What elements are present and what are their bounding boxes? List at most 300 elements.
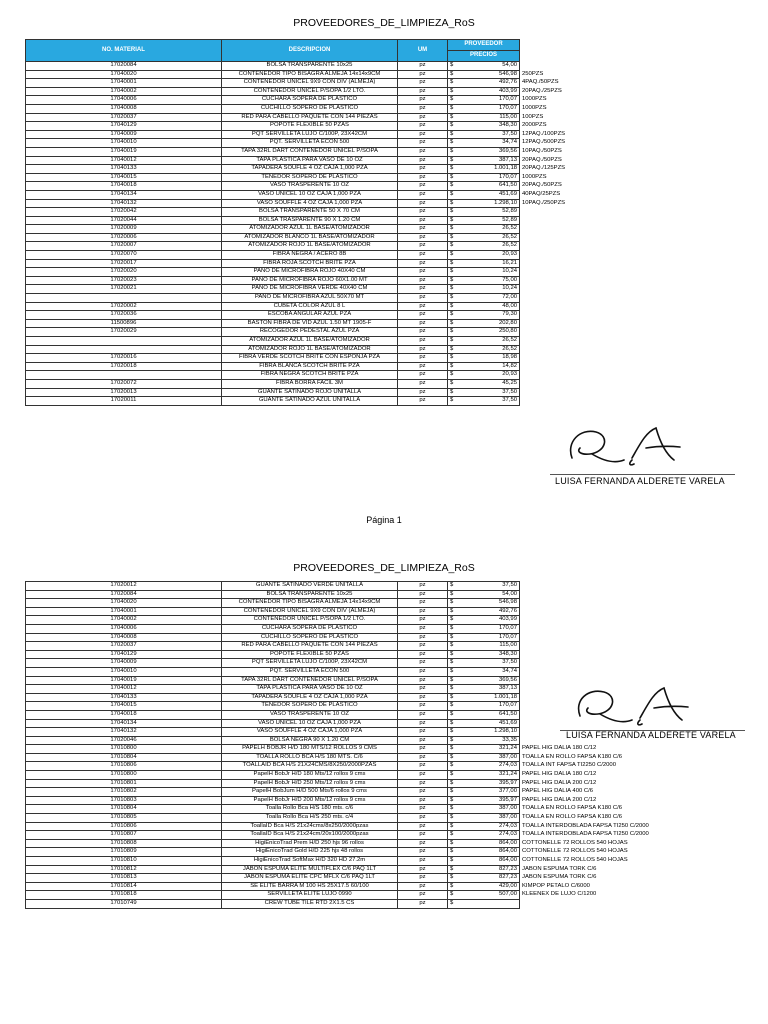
price-cell: 202,80 xyxy=(464,319,520,328)
price-cell: 827,23 xyxy=(464,874,520,883)
price-cell: 387,00 xyxy=(464,805,520,814)
price-cell: 26,52 xyxy=(464,233,520,242)
package-note-cell: 20PAQ./50PZS xyxy=(522,156,562,163)
table-row xyxy=(26,337,590,346)
description-cell: ATOMIZADOR ROJO 1L BASE/ATOMIZADOR xyxy=(222,242,398,251)
table-row xyxy=(26,822,590,831)
um-cell: pz xyxy=(398,208,448,217)
price-cell: 16,21 xyxy=(464,259,520,268)
table-row xyxy=(26,294,590,303)
um-cell: pz xyxy=(398,624,448,633)
table-row xyxy=(26,268,590,277)
um-cell: pz xyxy=(398,874,448,883)
currency-cell: $ xyxy=(448,848,464,857)
currency-cell: $ xyxy=(448,633,464,642)
package-note-cell xyxy=(520,328,590,337)
supplier-price-table xyxy=(25,39,590,406)
material-cell: 17040018 xyxy=(26,710,222,719)
price-cell: 864,00 xyxy=(464,848,520,857)
um-cell: pz xyxy=(398,285,448,294)
currency-cell: $ xyxy=(448,311,464,320)
material-cell: 17020046 xyxy=(26,736,222,745)
price-cell: 54,00 xyxy=(464,62,520,71)
table-row xyxy=(26,259,590,268)
um-cell: pz xyxy=(398,676,448,685)
package-note-cell xyxy=(520,379,590,388)
table-row xyxy=(26,728,590,737)
table-row xyxy=(26,87,590,96)
um-cell: pz xyxy=(398,362,448,371)
material-cell: 17040020 xyxy=(26,70,222,79)
currency-cell: $ xyxy=(448,328,464,337)
table-row xyxy=(26,857,590,866)
material-cell: 17020072 xyxy=(26,379,222,388)
page-title: PROVEEDORES_DE_LIMPIEZA_RoS xyxy=(293,17,475,29)
price-cell: 33,35 xyxy=(464,736,520,745)
description-cell: CONTENEDOR UNICEL P/SOPA 1/2 LTO. xyxy=(222,87,398,96)
price-cell: 1.001,18 xyxy=(464,693,520,702)
material-cell: 17020021 xyxy=(26,285,222,294)
material-cell: 17010801 xyxy=(26,779,222,788)
table-row xyxy=(26,233,590,242)
price-cell: 395,97 xyxy=(464,779,520,788)
um-cell: pz xyxy=(398,302,448,311)
material-cell: 17010800 xyxy=(26,771,222,780)
currency-cell: $ xyxy=(448,156,464,165)
material-cell: 17040001 xyxy=(26,79,222,88)
description-cell: FIBRA NEGRA / ACERO 8B xyxy=(222,251,398,260)
um-cell: pz xyxy=(398,788,448,797)
description-cell: TOALLA ROLLO BCA H/S 180 MTS. C/6 xyxy=(222,753,398,762)
description-cell: HigiEnicoTrad Gold H/D 225 hjs 48 rollos xyxy=(222,848,398,857)
currency-cell: $ xyxy=(448,371,464,380)
price-cell: 75,00 xyxy=(464,276,520,285)
currency-cell: $ xyxy=(448,822,464,831)
package-note-cell: 20PAQ./50PZS xyxy=(522,182,562,189)
um-cell: pz xyxy=(398,762,448,771)
description-cell: VASO UNICEL 10 OZ CAJA 1,000 PZA xyxy=(222,190,398,199)
description-cell: Toalla Rollo Bca H/S 180 mts. c/6 xyxy=(222,805,398,814)
package-note-cell xyxy=(520,337,590,346)
package-note-cell xyxy=(520,216,590,225)
table-row xyxy=(26,130,590,139)
currency-cell: $ xyxy=(448,745,464,754)
price-cell: 52,89 xyxy=(464,208,520,217)
supplier-price-table-2 xyxy=(25,581,649,909)
table-row xyxy=(26,354,590,363)
material-cell: 17010804 xyxy=(26,753,222,762)
material-cell: 17020017 xyxy=(26,259,222,268)
um-cell: pz xyxy=(398,719,448,728)
table-row xyxy=(26,839,590,848)
description-cell: PAPELH BOBJR H/D 180 MTS/12 ROLLOS 9 CMS xyxy=(222,745,398,754)
description-cell: TAPA PLASTICA PARA VASO DE 10 OZ xyxy=(222,685,398,694)
price-cell: 641,50 xyxy=(464,710,520,719)
material-cell: 17010813 xyxy=(26,874,222,883)
material-cell: 17040012 xyxy=(26,156,222,165)
um-cell: pz xyxy=(398,165,448,174)
package-note-cell: COTTONELLE 72 ROLLOS 540 HOJAS xyxy=(522,857,628,863)
material-cell: 17040002 xyxy=(26,616,222,625)
package-note-cell: 10PAQ./250PZS xyxy=(522,199,566,206)
price-cell: 451,69 xyxy=(464,190,520,199)
um-cell: pz xyxy=(398,616,448,625)
package-note-cell: 12PAQ./500PZS xyxy=(522,139,566,146)
currency-cell: $ xyxy=(448,165,464,174)
price-cell: 26,52 xyxy=(464,242,520,251)
package-note-cell: 2000PZS xyxy=(522,122,547,129)
material-cell: 17010806 xyxy=(26,762,222,771)
currency-cell: $ xyxy=(448,788,464,797)
um-cell: pz xyxy=(398,104,448,113)
um-cell: pz xyxy=(398,199,448,208)
description-cell: CUCHILLO SOPERO DE PLASTICO xyxy=(222,104,398,113)
price-cell: 37,50 xyxy=(464,130,520,139)
currency-cell: $ xyxy=(448,294,464,303)
currency-cell: $ xyxy=(448,362,464,371)
material-cell: 17010812 xyxy=(26,865,222,874)
description-cell: PapelH BobJr H/D 180 Mts/12 rollos 9 cms xyxy=(222,771,398,780)
currency-cell: $ xyxy=(448,388,464,397)
table-row xyxy=(26,659,590,668)
um-cell: pz xyxy=(398,667,448,676)
package-note-cell: 10PAQ./50PZS xyxy=(522,147,562,154)
material-cell: 17040018 xyxy=(26,182,222,191)
price-cell: 48,00 xyxy=(464,302,520,311)
um-cell: pz xyxy=(398,599,448,608)
price-cell: 34,74 xyxy=(464,667,520,676)
material-cell: 17040012 xyxy=(26,685,222,694)
um-cell: pz xyxy=(398,328,448,337)
table-row xyxy=(26,753,590,762)
price-cell: 387,13 xyxy=(464,685,520,694)
description-cell: CUCHARA SOPERA DE PLASTICO xyxy=(222,624,398,633)
package-note-cell xyxy=(520,397,590,406)
package-note-cell xyxy=(520,259,590,268)
price-cell: 546,98 xyxy=(464,70,520,79)
description-cell: ATOMIZADOR ROJO 1L BASE/ATOMIZADOR xyxy=(222,345,398,354)
price-cell: 34,74 xyxy=(464,139,520,148)
material-cell: 17020020 xyxy=(26,268,222,277)
material-cell: 17020023 xyxy=(26,276,222,285)
price-cell: 54,00 xyxy=(464,590,520,599)
description-cell: BASTON FIBRA DE VID AZUL 1.50 MT 1905-F xyxy=(222,319,398,328)
table-row xyxy=(26,379,590,388)
material-cell: 17020037 xyxy=(26,113,222,122)
material-cell: 17020016 xyxy=(26,354,222,363)
material-cell: 17010807 xyxy=(26,831,222,840)
currency-cell: $ xyxy=(448,199,464,208)
table-row xyxy=(26,710,590,719)
currency-cell: $ xyxy=(448,130,464,139)
package-note-cell xyxy=(520,633,590,642)
um-cell: pz xyxy=(398,745,448,754)
description-cell: VASO SOUFFLE 4 OZ CAJA 1,000 PZA xyxy=(222,199,398,208)
table-row xyxy=(26,642,590,651)
description-cell: TAPA 32RL DART CONTENEDOR UNICEL P/SOPA xyxy=(222,147,398,156)
price-cell: 274,03 xyxy=(464,831,520,840)
currency-cell: $ xyxy=(448,139,464,148)
price-cell: 641,50 xyxy=(464,182,520,191)
package-note-cell xyxy=(520,667,590,676)
currency-cell: $ xyxy=(448,736,464,745)
currency-cell: $ xyxy=(448,225,464,234)
um-cell: pz xyxy=(398,659,448,668)
description-cell: CUBETA COLOR AZUL 8 L xyxy=(222,302,398,311)
table-row xyxy=(26,285,590,294)
description-cell: PANO DE MICROFIBRA ROJO 60X1.00 MT xyxy=(222,276,398,285)
price-cell: 52,89 xyxy=(464,216,520,225)
package-note-cell: 20PAQ./25PZS xyxy=(522,87,562,94)
material-cell: 17020037 xyxy=(26,642,222,651)
description-cell: TOALLAID BCA H/S 21X24CMS/8X250/2000PZAS xyxy=(222,762,398,771)
package-note-cell xyxy=(520,285,590,294)
um-cell: pz xyxy=(398,190,448,199)
currency-cell: $ xyxy=(448,650,464,659)
package-note-cell xyxy=(520,624,590,633)
table-row xyxy=(26,702,590,711)
description-cell: PapelH BobJr H/D 200 Mts/12 rollos 9 cms xyxy=(222,796,398,805)
table-row xyxy=(26,242,590,251)
currency-cell: $ xyxy=(448,839,464,848)
description-cell: PapelH BobJr H/D 250 Mts/12 rollos 9 cms xyxy=(222,779,398,788)
currency-cell: $ xyxy=(448,276,464,285)
price-cell: 492,76 xyxy=(464,607,520,616)
currency-cell: $ xyxy=(448,874,464,883)
currency-cell: $ xyxy=(448,599,464,608)
currency-cell: $ xyxy=(448,87,464,96)
package-note-cell: 250PZS xyxy=(522,70,544,77)
package-note-cell xyxy=(520,590,590,599)
price-cell: 45,25 xyxy=(464,379,520,388)
material-cell: 17040133 xyxy=(26,693,222,702)
description-cell: CONTENEDOR UNICEL 9X9 CON DIV (ALMEJA) xyxy=(222,607,398,616)
um-cell: pz xyxy=(398,857,448,866)
package-note-cell: 12PAQ./100PZS xyxy=(522,130,566,137)
table-row xyxy=(26,79,590,88)
um-cell: pz xyxy=(398,216,448,225)
description-cell: Toalla Rollo Bca H/S 250 mts. c/4 xyxy=(222,814,398,823)
um-cell: pz xyxy=(398,814,448,823)
material-cell xyxy=(26,294,222,303)
um-cell: pz xyxy=(398,685,448,694)
description-cell: PQT SERVILLETA LUJO C/100P, 23X42CM xyxy=(222,659,398,668)
table-row xyxy=(26,650,590,659)
um-cell: pz xyxy=(398,779,448,788)
currency-cell: $ xyxy=(448,616,464,625)
currency-cell: $ xyxy=(448,693,464,702)
description-cell: BOLSA NEGRA 90 X 1.20 CM xyxy=(222,736,398,745)
material-cell: 17010800 xyxy=(26,745,222,754)
currency-cell: $ xyxy=(448,676,464,685)
um-cell: pz xyxy=(398,642,448,651)
table-row xyxy=(26,814,590,823)
price-cell: 403,99 xyxy=(464,616,520,625)
table-row xyxy=(26,616,590,625)
price-cell: 170,07 xyxy=(464,173,520,182)
um-cell: pz xyxy=(398,113,448,122)
package-note-cell xyxy=(520,276,590,285)
um-cell: pz xyxy=(398,848,448,857)
package-note-cell: 100PZS xyxy=(522,113,544,120)
material-cell: 17020013 xyxy=(26,388,222,397)
description-cell: ToallaID Bca H/S 21x24cms/8x250/2000pzas xyxy=(222,822,398,831)
material-cell: 17010809 xyxy=(26,848,222,857)
currency-cell: $ xyxy=(448,285,464,294)
material-cell: 17010803 xyxy=(26,796,222,805)
material-cell: 17020009 xyxy=(26,225,222,234)
material-cell: 17040134 xyxy=(26,719,222,728)
description-cell: TENEDOR SOPERO DE PLASTICO xyxy=(222,173,398,182)
price-cell: 429,00 xyxy=(464,882,520,891)
price-cell: 170,07 xyxy=(464,702,520,711)
price-cell: 369,56 xyxy=(464,676,520,685)
um-cell: pz xyxy=(398,607,448,616)
currency-cell: $ xyxy=(448,899,464,908)
price-cell: 170,07 xyxy=(464,633,520,642)
currency-cell: $ xyxy=(448,659,464,668)
description-cell: ATOMIZADOR BLANCO 1L BASE/ATOMIZADOR xyxy=(222,233,398,242)
package-note-cell: KIMPOP PETALO C/6000 xyxy=(522,882,590,889)
material-cell: 17020070 xyxy=(26,251,222,260)
table-row xyxy=(26,874,590,883)
currency-cell: $ xyxy=(448,624,464,633)
um-cell: pz xyxy=(398,891,448,900)
package-note-cell: TOALLA EN ROLLO FAPSA K180 C/6 xyxy=(522,805,623,812)
package-note-cell: PAPEL HIG DALIA 180 C/12 xyxy=(522,771,597,778)
table-row xyxy=(26,899,590,908)
description-cell: BOLSA TRANSPARENTE 50 X 70 CM xyxy=(222,208,398,217)
table-row xyxy=(26,251,590,260)
package-note-cell xyxy=(520,302,590,311)
currency-cell: $ xyxy=(448,796,464,805)
description-cell: POPOTE FLEXIBLE 50 PZAS xyxy=(222,650,398,659)
description-cell: SE ELITE BARRA M 100 HS 25X17.5 60/100 xyxy=(222,882,398,891)
price-cell: 37,50 xyxy=(464,397,520,406)
description-cell: VASO TRASPERENTE 10 OZ xyxy=(222,710,398,719)
package-note-cell xyxy=(520,371,590,380)
table-row xyxy=(26,319,590,328)
material-cell: 17010805 xyxy=(26,814,222,823)
description-cell: PQT SERVILLETA LUJO C/100P, 23X42CM xyxy=(222,130,398,139)
material-cell: 17040006 xyxy=(26,624,222,633)
um-cell: pz xyxy=(398,710,448,719)
description-cell: TENEDOR SOPERO DE PLASTICO xyxy=(222,702,398,711)
price-cell: 321,24 xyxy=(464,771,520,780)
currency-cell: $ xyxy=(448,865,464,874)
price-cell: 170,07 xyxy=(464,96,520,105)
um-cell: pz xyxy=(398,371,448,380)
currency-cell: $ xyxy=(448,233,464,242)
material-cell xyxy=(26,345,222,354)
price-cell: 10,24 xyxy=(464,268,520,277)
package-note-cell: PAPEL HIG DALIA 400 C/6 xyxy=(522,788,594,795)
table-row xyxy=(26,276,590,285)
material-cell: 17020012 xyxy=(26,582,222,591)
table-row xyxy=(26,311,590,320)
currency-cell: $ xyxy=(448,719,464,728)
column-header-description: DESCRIPCION xyxy=(222,40,398,62)
description-cell: BOLSA TRANSPARENTE 10x25 xyxy=(222,62,398,71)
package-note-cell xyxy=(520,345,590,354)
um-cell: pz xyxy=(398,311,448,320)
um-cell: pz xyxy=(398,182,448,191)
price-cell: 170,07 xyxy=(464,624,520,633)
description-cell: HigiEnicoTrad Prem H/D 250 hjs 96 rollos xyxy=(222,839,398,848)
package-note-cell xyxy=(520,268,590,277)
package-note-cell: 20PAQ./125PZS xyxy=(522,165,566,172)
description-cell: POPOTE FLEXIBLE 50 PZAS xyxy=(222,122,398,131)
um-cell: pz xyxy=(398,156,448,165)
table-row xyxy=(26,685,590,694)
package-note-cell: JABON ESPUMA TORK C/6 xyxy=(522,865,597,872)
description-cell: PANO DE MICROFIBRA VERDE 40X40 CM xyxy=(222,285,398,294)
price-cell: 1.298,10 xyxy=(464,199,520,208)
material-cell: 17040132 xyxy=(26,199,222,208)
table-row xyxy=(26,848,590,857)
price-cell: 20,93 xyxy=(464,251,520,260)
table-row xyxy=(26,590,590,599)
description-cell: ToallaID Bca H/S 21x24cm/20x100/2000pzas xyxy=(222,831,398,840)
package-note-cell xyxy=(520,62,590,71)
um-cell: pz xyxy=(398,268,448,277)
price-cell: 348,30 xyxy=(464,122,520,131)
price-cell: 79,30 xyxy=(464,311,520,320)
page-number: Página 1 xyxy=(366,515,402,525)
currency-cell: $ xyxy=(448,753,464,762)
description-cell: FIBRA NEGRA SCOTCH BRITE PZA xyxy=(222,371,398,380)
description-cell: PANO DE MICROFIBRA ROJO 40X40 CM xyxy=(222,268,398,277)
um-cell: pz xyxy=(398,70,448,79)
material-cell: 17040006 xyxy=(26,96,222,105)
table-row xyxy=(26,771,590,780)
table-row xyxy=(26,779,590,788)
price-cell: 37,50 xyxy=(464,388,520,397)
table-row xyxy=(26,719,590,728)
price-cell: 1.298,10 xyxy=(464,728,520,737)
description-cell: CUCHARA SOPERA DE PLASTICO xyxy=(222,96,398,105)
material-cell: 17020042 xyxy=(26,208,222,217)
table-row xyxy=(26,624,590,633)
currency-cell: $ xyxy=(448,122,464,131)
signature-image xyxy=(562,420,732,472)
table-row xyxy=(26,891,590,900)
package-note-cell xyxy=(520,294,590,303)
page-title-2: PROVEEDORES_DE_LIMPIEZA_RoS xyxy=(293,562,475,574)
description-cell: GUANTE SATINADO ROJO UNITALLA xyxy=(222,388,398,397)
table-row xyxy=(26,676,590,685)
table-row xyxy=(26,762,590,771)
description-cell: TAPADERA SOUFLE 4 OZ CAJA 1,000 PZA xyxy=(222,165,398,174)
description-cell: CONTENEDOR UNICEL 9X9 CON DIV (ALMEJA) xyxy=(222,79,398,88)
currency-cell: $ xyxy=(448,268,464,277)
price-cell: 387,00 xyxy=(464,753,520,762)
table-row xyxy=(26,882,590,891)
material-cell: 17010804 xyxy=(26,805,222,814)
currency-cell: $ xyxy=(448,397,464,406)
package-note-cell: TOALLA INT FAPSA TI2250 C/2000 xyxy=(522,762,616,769)
description-cell: GUANTE SATINADO VERDE UNITALLA xyxy=(222,582,398,591)
table-row xyxy=(26,607,590,616)
material-cell: 17020084 xyxy=(26,590,222,599)
table-row xyxy=(26,362,590,371)
currency-cell: $ xyxy=(448,173,464,182)
material-cell: 17020011 xyxy=(26,397,222,406)
description-cell: CONTENEDOR TIPO BISAGRA ALMEJA 14x14x9CM xyxy=(222,70,398,79)
table-row xyxy=(26,302,590,311)
package-note-cell xyxy=(520,659,590,668)
price-cell: 20,93 xyxy=(464,371,520,380)
